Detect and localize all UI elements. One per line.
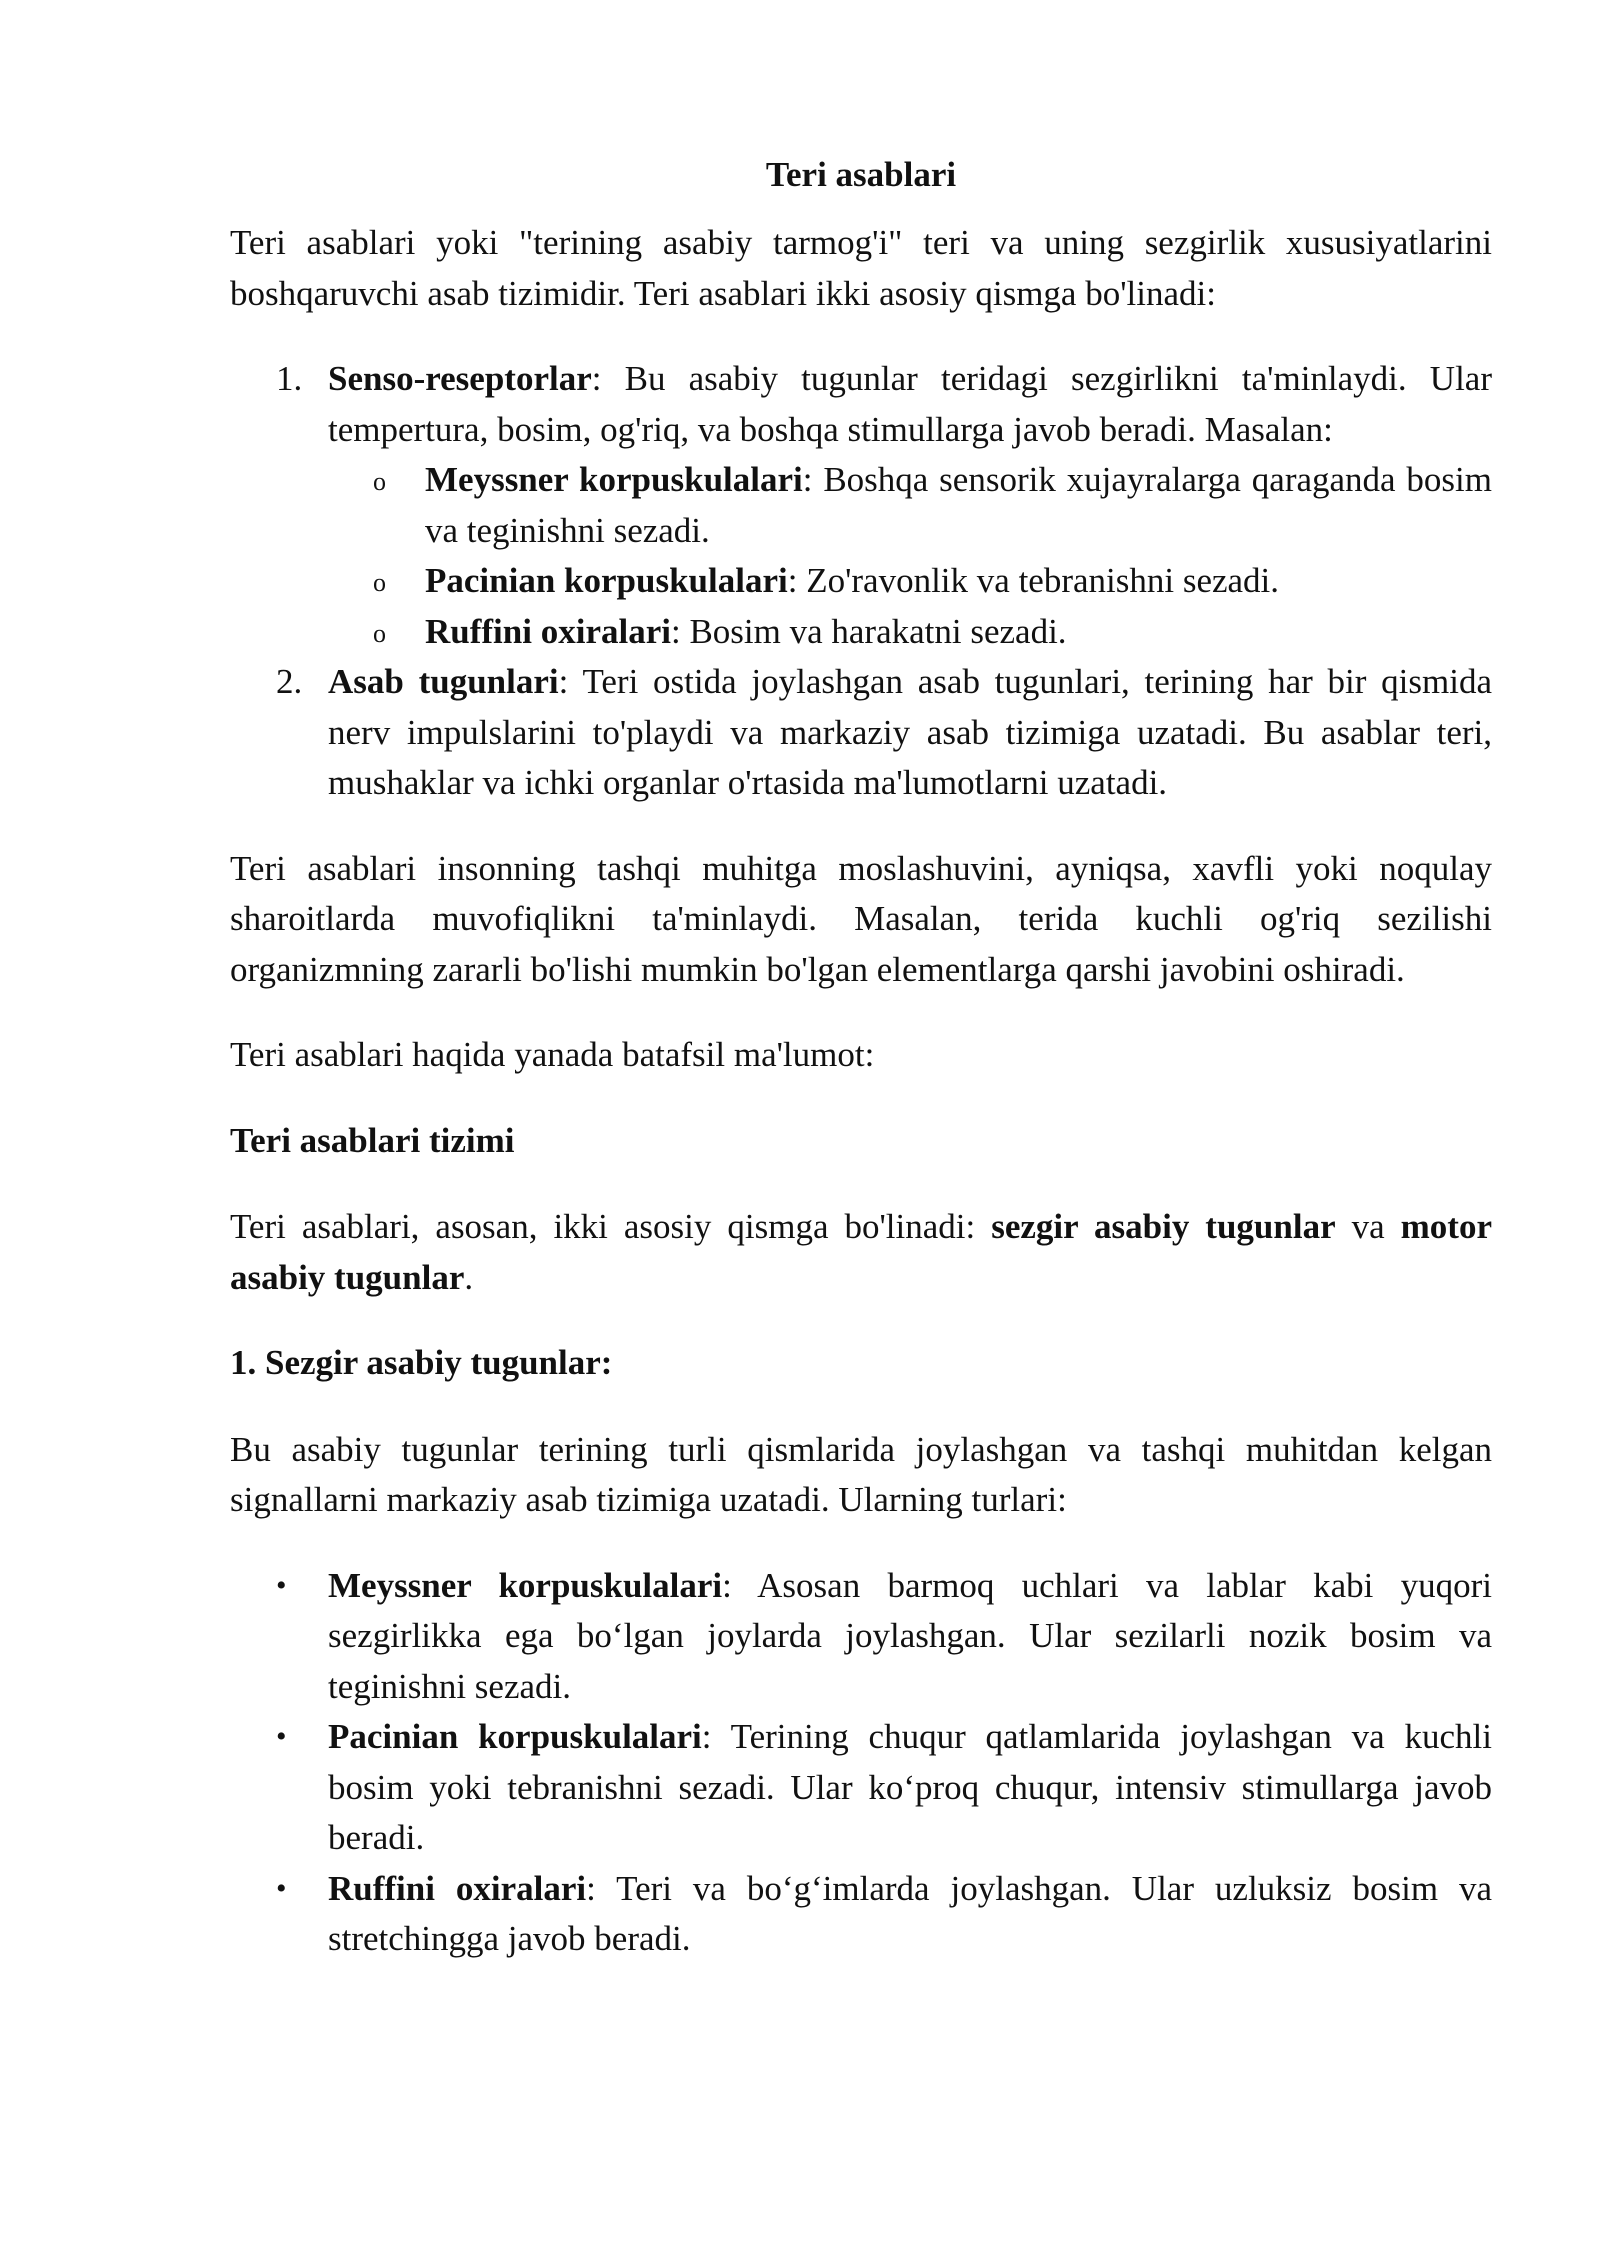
bullet-icon: • [276, 1720, 287, 1753]
item-text: : Teri va bo‘g‘imlarda joylashgan. Ular uzluksiz bosim va stretchingga javob beradi. [328, 1868, 1492, 1958]
bullet-list [230, 1561, 1492, 1965]
paragraph-more-info: Teri asablari haqida yanada batafsil ma'lumot: [230, 1035, 875, 1074]
intro-paragraph: Teri asablari yoki "terining asabiy tarmog'i" teri va uning sezgirlik xususiyatlarini boshqaruvchi asab tizimidir. Teri asablari ikki asosiy qismga bo'linadi: [230, 223, 1492, 313]
item-text: : Bu asabiy tugunlar teridagi sezgirlikni ta'minlaydi. Ular tempertura, bosim, og'riq, va boshqa stimullarga javob beradi. Masalan: [328, 359, 1492, 449]
term-bold: Pacinian korpuskulalari [328, 1717, 702, 1756]
numbered-list [230, 354, 1492, 809]
document-body [230, 150, 1492, 1965]
term-bold: Ruffini oxiralari [425, 611, 671, 651]
term-bold: motor asabiy tugunlar [230, 1207, 1492, 1297]
section-title: Teri asablari tizimi [230, 1120, 515, 1160]
item-text: : Boshqa sensorik xujayralarga qaraganda bosim va teginishni sezadi. [425, 460, 1492, 550]
item-text: : Terining chuqur qatlamlarida joylashgan va kuchli bosim yoki tebranishni sezadi. Ular ko‘proq chuqur, intensiv stimullarga javob beradi. [328, 1717, 1492, 1857]
subsection-paragraph: Bu asabiy tugunlar terining turli qismlarida joylashgan va tashqi muhitdan kelgan signallarni markaziy asab tizimiga uzatadi. Ularning turlari: [230, 1429, 1492, 1519]
circle-bullet-icon: o [373, 568, 386, 597]
term-bold: Senso-reseptorlar [328, 359, 592, 398]
bullet-icon: • [276, 1871, 287, 1905]
term-bold: Meyssner korpuskulalari [328, 1565, 723, 1605]
term-bold: sezgir asabiy tugunlar [991, 1207, 1336, 1246]
term-bold: Pacinian korpuskulalari [425, 561, 788, 600]
system-paragraph [230, 1202, 1492, 1303]
list-number: 2. [276, 662, 303, 701]
document-title: Teri asablari [765, 155, 957, 194]
text-span: . [464, 1257, 474, 1297]
bullet-item-2 [230, 1712, 1492, 1864]
term-bold: Asab tugunlari [328, 662, 559, 701]
text-span: va [1335, 1207, 1401, 1246]
paragraph-adaptation: Teri asablari insonning tashqi muhitga moslashuvini, ayniqsa, xavfli yoki noqulay sharoitlarda muvofiqlikni ta'minlaydi. Masalan, terida kuchli og'riq sezilishi organizmning zararli bo'lishi mumkin bo'lgan elementlarga qarshi javobini oshiradi. [230, 848, 1492, 989]
term-bold: Ruffini oxiralari [328, 1868, 587, 1908]
numbered-item-1 [230, 354, 1492, 657]
bullet-icon: • [276, 1568, 287, 1602]
bullet-item-1 [230, 1561, 1492, 1713]
item-text: : Bosim va harakatni sezadi. [670, 611, 1067, 651]
circle-bullet-icon: o [373, 618, 386, 648]
term-bold: Meyssner korpuskulalari [425, 460, 803, 499]
sub-item-1 [328, 455, 1492, 556]
numbered-item-2 [230, 657, 1492, 809]
circle-bullet-icon: o [373, 467, 386, 496]
sub-list [328, 455, 1492, 657]
sub-item-2 [328, 556, 1492, 607]
item-text: : Asosan barmoq uchlari va lablar kabi yuqori sezgirlikka ega bo‘lgan joylarda joylashgan. Ular sezilarli nozik bosim va teginishni sezadi. [328, 1565, 1493, 1706]
sub-item-3 [328, 607, 1492, 658]
list-number: 1. [276, 359, 303, 398]
text-span: Teri asablari, asosan, ikki asosiy qismga bo'linadi: [230, 1207, 992, 1246]
item-text: : Zo'ravonlik va tebranishni sezadi. [787, 561, 1280, 600]
bullet-item-3 [230, 1864, 1492, 1965]
subsection-title: 1. Sezgir asabiy tugunlar: [230, 1343, 613, 1382]
item-text: : Teri ostida joylashgan asab tugunlari, terining har bir qismida nerv impulslarini to'playdi va markaziy asab tizimiga uzatadi. Bu asablar teri, mushaklar va ichki organlar o'rtasida ma'lumotlarni uzatadi. [328, 662, 1492, 802]
